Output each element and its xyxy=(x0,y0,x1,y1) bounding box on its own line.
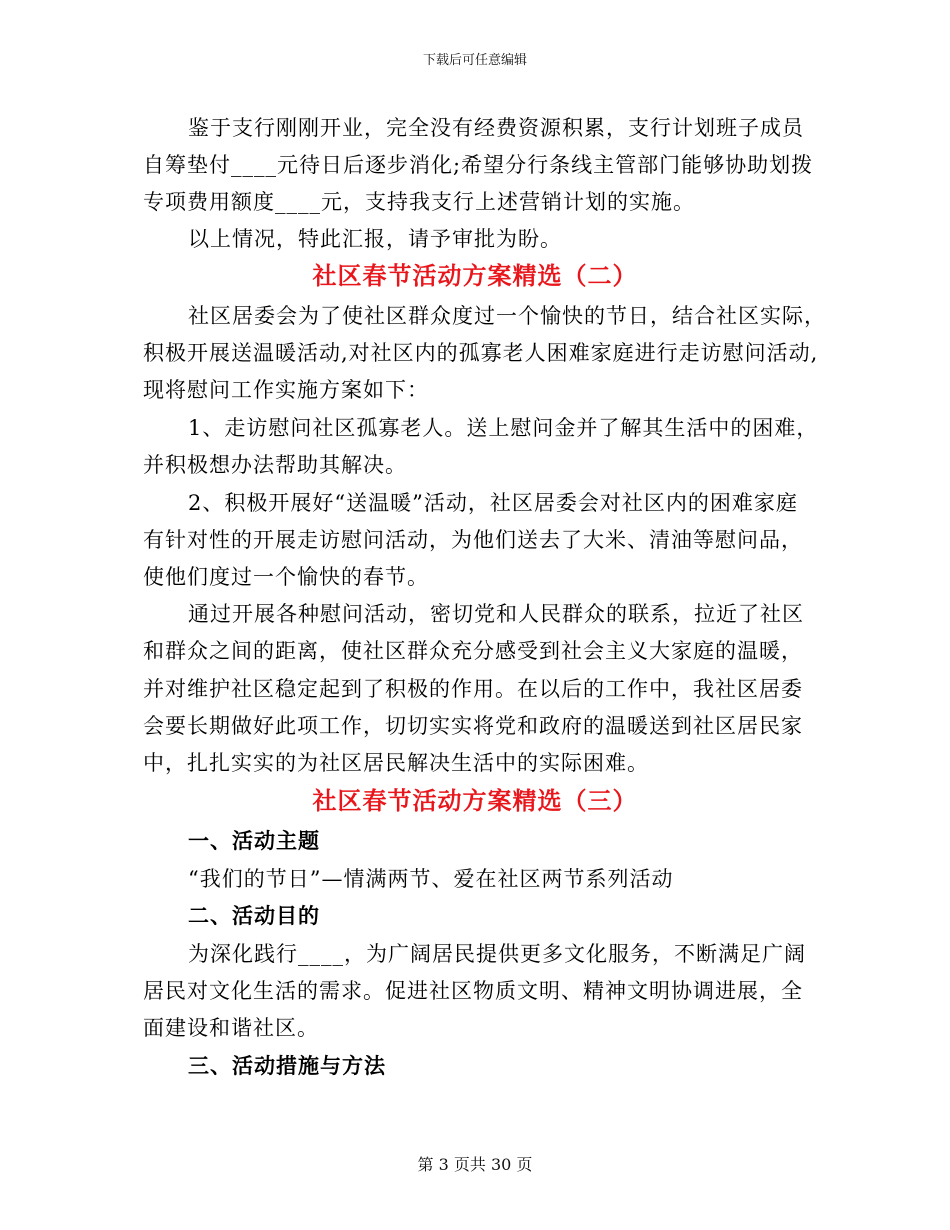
paragraph-line: 以上情况，特此汇报，请予审批为盼。 xyxy=(188,227,562,251)
paragraph-line: “我们的节日”—情满两节、爱在社区两节系列活动 xyxy=(188,867,674,891)
subheading: 三、活动措施与方法 xyxy=(188,1054,386,1078)
paragraph-line: 和群众之间的距离，使社区群众充分感受到社会主义大家庭的温暖， xyxy=(143,639,803,663)
paragraph-line: 2、积极开展好“送温暖”活动，社区居委会对社区内的困难家庭 xyxy=(188,491,798,515)
paragraph-line: 通过开展各种慰问活动，密切党和人民群众的联系，拉近了社区 xyxy=(188,602,804,626)
paragraph-line: 积极开展送温暖活动,对社区内的孤寡老人困难家庭进行走访慰问活动, xyxy=(143,341,819,365)
paragraph-line: 鉴于支行刚刚开业，完全没有经费资源积累，支行计划班子成员 xyxy=(188,116,804,140)
paragraph-line: 居民对文化生活的需求。促进社区物质文明、精神文明协调进展，全 xyxy=(143,979,803,1003)
subheading: 二、活动目的 xyxy=(188,904,320,928)
paragraph-line: 1、走访慰问社区孤寡老人。送上慰问金并了解其生活中的困难， xyxy=(188,416,819,440)
paragraph-line: 并积极想办法帮助其解决。 xyxy=(143,453,407,477)
paragraph-line: 自筹垫付____元待日后逐步消化;希望分行条线主管部门能够协助划拨 xyxy=(143,153,814,177)
section-title: 社区春节活动方案精选（二） xyxy=(312,262,638,290)
paragraph-line: 面建设和谐社区。 xyxy=(143,1016,319,1040)
paragraph-line: 会要长期做好此项工作，切切实实将党和政府的温暖送到社区居民家 xyxy=(143,714,803,738)
paragraph-line: 有针对性的开展走访慰问活动，为他们送去了大米、清油等慰问品， xyxy=(143,528,803,552)
page-header: 下载后可任意编辑 xyxy=(422,53,527,68)
paragraph-line: 为深化践行____，为广阔居民提供更多文化服务，不断满足广阔 xyxy=(188,942,806,966)
paragraph-line: 并对维护社区稳定起到了积极的作用。在以后的工作中，我社区居委 xyxy=(143,677,803,701)
paragraph-line: 中，扎扎实实的为社区居民解决生活中的实际困难。 xyxy=(143,751,649,775)
subheading: 一、活动主题 xyxy=(188,829,320,853)
paragraph-line: 现将慰问工作实施方案如下： xyxy=(143,378,429,402)
section-title: 社区春节活动方案精选（三） xyxy=(312,787,638,815)
paragraph-line: 专项费用额度____元，支持我支行上述营销计划的实施。 xyxy=(143,190,695,214)
paragraph-line: 社区居委会为了使社区群众度过一个愉快的节日，结合社区实际， xyxy=(188,304,826,328)
paragraph-line: 使他们度过一个愉快的春节。 xyxy=(143,565,429,589)
page-footer: 第 3 页共 30 页 xyxy=(417,1155,533,1174)
